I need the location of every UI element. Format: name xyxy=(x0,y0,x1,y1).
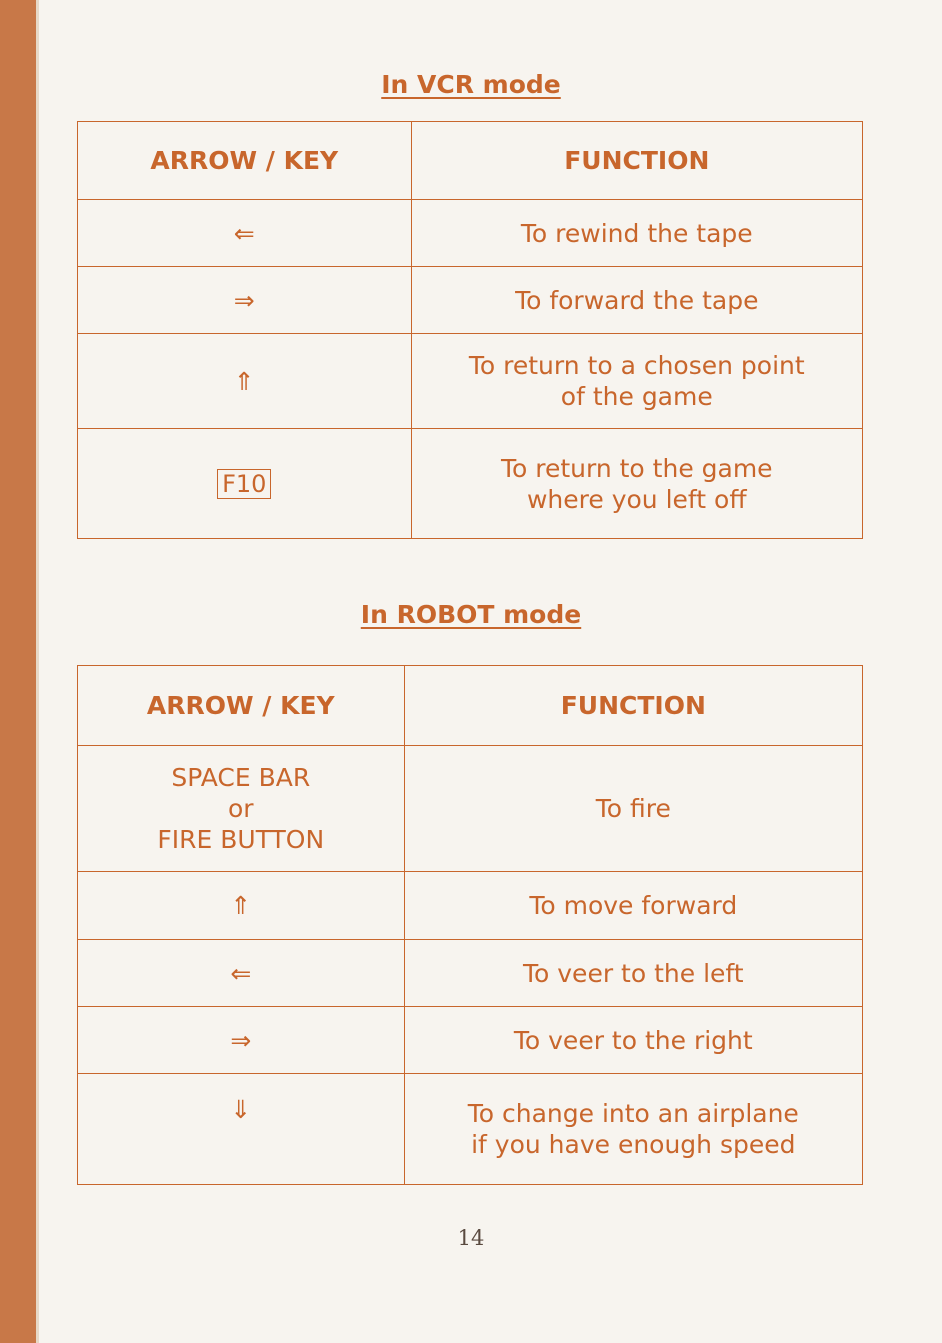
table-header-row xyxy=(78,666,863,746)
left-arrow-icon: ⇐ xyxy=(78,940,405,1007)
key-cell xyxy=(78,746,405,872)
table-row xyxy=(78,940,863,1007)
function-header: FUNCTION xyxy=(411,122,862,200)
up-arrow-icon: ⇑ xyxy=(78,872,405,940)
table-row xyxy=(78,1007,863,1074)
function-cell xyxy=(411,334,862,429)
table-row xyxy=(78,1074,863,1185)
function-cell: To forward the tape xyxy=(411,267,862,334)
left-arrow-icon: ⇐ xyxy=(78,200,412,267)
key-cell xyxy=(78,429,412,539)
right-arrow-icon: ⇒ xyxy=(78,1007,405,1074)
function-cell: To fire xyxy=(404,746,862,872)
function-line: of the game xyxy=(560,382,713,411)
arrow-key-header: ARROW / KEY xyxy=(78,666,405,746)
robot-controls-table xyxy=(77,665,863,1185)
function-line: where you left off xyxy=(526,484,747,514)
function-cell xyxy=(404,1074,862,1185)
function-line: if you have enough speed xyxy=(471,1130,796,1159)
function-line: To return to the game xyxy=(500,453,773,483)
table-row xyxy=(78,746,863,872)
function-header: FUNCTION xyxy=(404,666,862,746)
vcr-controls-table xyxy=(77,121,863,539)
table-header-row xyxy=(78,122,863,200)
key-line: or xyxy=(228,794,254,823)
table-row xyxy=(78,200,863,267)
binding-strip xyxy=(0,0,36,1343)
table-row xyxy=(78,429,863,539)
function-cell xyxy=(411,429,862,539)
key-line: SPACE BAR xyxy=(171,763,311,792)
page-number: 14 xyxy=(457,1226,485,1250)
function-line: To return to a chosen point xyxy=(468,351,805,380)
table-row xyxy=(78,267,863,334)
binding-edge xyxy=(36,0,39,1343)
table-row xyxy=(78,334,863,429)
up-arrow-icon: ⇑ xyxy=(78,334,412,429)
key-line: FIRE BUTTON xyxy=(157,825,325,854)
function-line: To change into an airplane xyxy=(467,1099,799,1128)
table-row xyxy=(78,872,863,940)
right-arrow-icon: ⇒ xyxy=(78,267,412,334)
vcr-mode-heading: In VCR mode xyxy=(381,70,561,99)
function-cell: To veer to the left xyxy=(404,940,862,1007)
function-cell: To rewind the tape xyxy=(411,200,862,267)
down-arrow-icon: ⇓ xyxy=(78,1074,405,1185)
robot-mode-heading: In ROBOT mode xyxy=(360,600,582,629)
function-cell: To veer to the right xyxy=(404,1007,862,1074)
f10-key-icon: F10 xyxy=(217,469,271,499)
function-cell: To move forward xyxy=(404,872,862,940)
arrow-key-header: ARROW / KEY xyxy=(78,122,412,200)
